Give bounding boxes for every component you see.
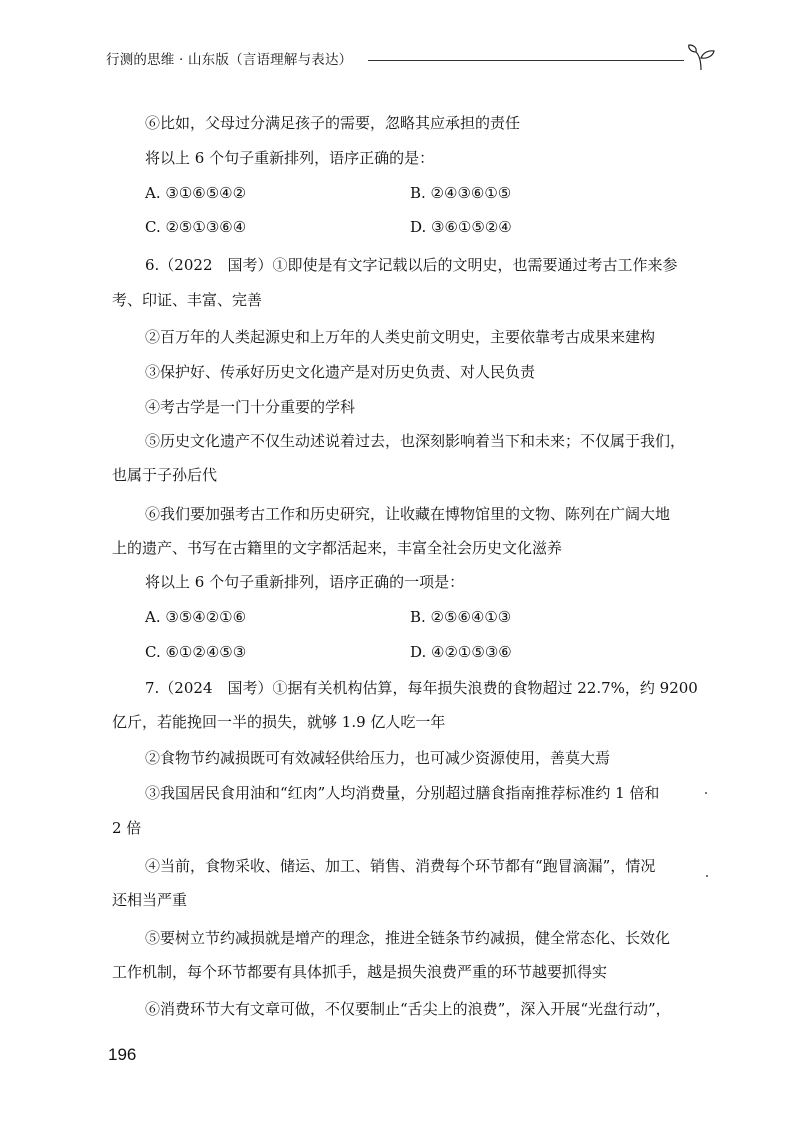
- page-number: 196: [108, 1045, 137, 1064]
- q7-line: 还相当严重: [112, 891, 188, 909]
- q5-option-c: C. ②⑤①③⑥④: [145, 218, 247, 236]
- q5-sentence-6: ⑥比如，父母过分满足孩子的需要，忽略其应承担的责任: [145, 114, 521, 132]
- q7-line: ⑥消费环节大有文章可做，不仅要制止“舌尖上的浪费”，深入开展“光盘行动”，: [145, 1000, 671, 1018]
- q6-line: 6.（2022 国考）①即使是有文字记载以后的文明史，也需要通过考古工作来参: [145, 256, 678, 274]
- q7-line: 2 倍: [112, 819, 142, 837]
- q6-line: 上的遗产、书写在古籍里的文字都活起来，丰富全社会历史文化滋养: [112, 539, 563, 557]
- q7-line: 7.（2024 国考）①据有关机构估算，每年损失浪费的食物超过 22.7%，约 9200: [145, 679, 698, 697]
- scan-speck: [706, 875, 708, 877]
- q7-line: ③我国居民食用油和“红肉”人均消费量，分别超过膳食指南推荐标准约 1 倍和: [145, 784, 660, 802]
- q7-line: ④当前，食物采收、储运、加工、销售、消费每个环节都有“跑冒滴漏”，情况: [145, 857, 656, 875]
- sprout-icon: [686, 44, 716, 72]
- q6-line: ③保护好、传承好历史文化遗产是对历史负责、对人民负责: [145, 363, 536, 381]
- q6-prompt: 将以上 6 个句子重新排列，语序正确的一项是：: [145, 573, 465, 591]
- running-header: [106, 44, 716, 74]
- q6-line: 也属于子孙后代: [112, 466, 218, 484]
- q7-line: ⑤要树立节约减损就是增产的理念，推进全链条节约减损，健全常态化、长效化: [145, 929, 671, 947]
- q5-prompt: 将以上 6 个句子重新排列，语序正确的是：: [145, 149, 435, 167]
- q6-option-d: D. ④②①⑤③⑥: [410, 643, 512, 661]
- scan-speck: [705, 792, 707, 794]
- q7-line: ②食物节约减损既可有效减轻供给压力，也可减少资源使用，善莫大焉: [145, 749, 611, 767]
- q6-line: ⑥我们要加强考古工作和历史研究，让收藏在博物馆里的文物、陈列在广阔大地: [145, 505, 671, 523]
- q6-option-b: B. ②⑤⑥④①③: [410, 608, 512, 626]
- q6-line: ②百万年的人类起源史和上万年的人类史前文明史，主要依靠考古成果来建构: [145, 328, 656, 346]
- q6-line: ④考古学是一门十分重要的学科: [145, 398, 356, 416]
- q6-line: ⑤历史文化遗产不仅生动述说着过去，也深刻影响着当下和未来；不仅属于我们，: [145, 432, 686, 450]
- header-title: 行测的思维 · 山东版（言语理解与表达）: [106, 52, 353, 68]
- q6-option-c: C. ⑥①②④⑤③: [145, 643, 247, 661]
- q6-line: 考、印证、丰富、完善: [112, 291, 263, 309]
- q5-option-a: A. ③①⑥⑤④②: [145, 184, 247, 202]
- q5-option-b: B. ②④③⑥①⑤: [410, 184, 512, 202]
- q7-line: 亿斤，若能挽回一半的损失，就够 1.9 亿人吃一年: [112, 713, 446, 731]
- header-rule: [368, 60, 684, 61]
- q7-line: 工作机制，每个环节都要有具体抓手，越是损失浪费严重的环节越要抓得实: [112, 963, 608, 981]
- q5-option-d: D. ③⑥①⑤②④: [410, 218, 512, 236]
- q6-option-a: A. ③⑤④②①⑥: [145, 608, 247, 626]
